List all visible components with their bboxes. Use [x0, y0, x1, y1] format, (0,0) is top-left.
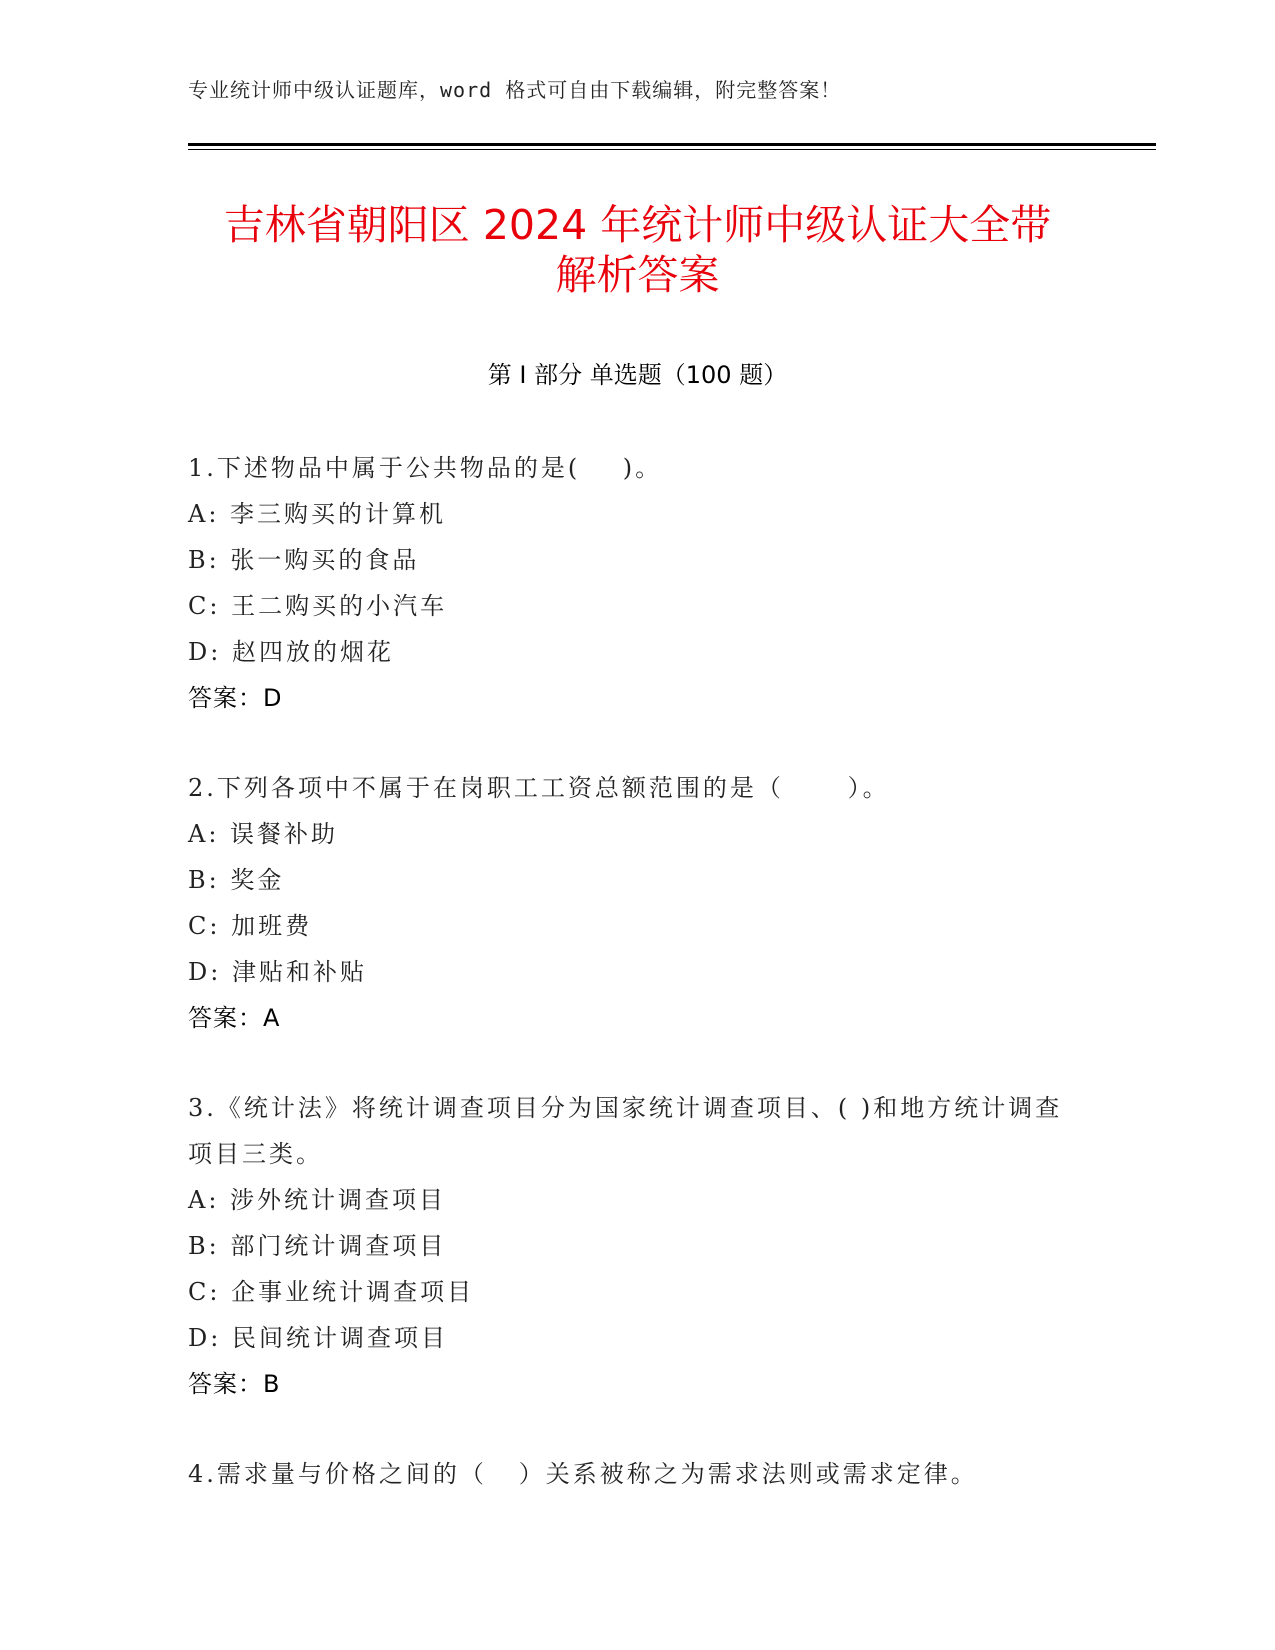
question-list	[188, 445, 1088, 1541]
question-4	[188, 1451, 1088, 1497]
option-d: D: 赵四放的烟花	[188, 638, 394, 666]
section-heading: 第 I 部分 单选题（100 题）	[487, 361, 788, 389]
answer: 答案：D	[188, 684, 283, 712]
answer: 答案：A	[188, 1004, 281, 1032]
question-2	[188, 765, 1088, 1041]
option-d: D: 民间统计调查项目	[188, 1324, 448, 1352]
option-a: A: 李三购买的计算机	[188, 500, 447, 528]
option-c: C: 王二购买的小汽车	[188, 592, 448, 620]
document-title	[150, 200, 1125, 300]
question-1	[188, 445, 1088, 721]
title-line-2: 解析答案	[555, 251, 720, 299]
option-a: A: 涉外统计调查项目	[188, 1186, 447, 1214]
question-stem: 2.下列各项中不属于在岗职工工资总额范围的是（ ）。	[188, 774, 890, 802]
option-b: B: 奖金	[188, 866, 285, 894]
question-stem: 1.下述物品中属于公共物品的是( )。	[188, 454, 663, 482]
option-b: B: 部门统计调查项目	[188, 1232, 447, 1260]
option-c: C: 加班费	[188, 912, 313, 940]
question-stem: 3.《统计法》将统计调查项目分为国家统计调查项目、( )和地方统计调查项目三类。	[188, 1094, 1063, 1168]
option-c: C: 企事业统计调查项目	[188, 1278, 475, 1306]
header-rule-thick	[188, 143, 1156, 146]
header-note: 专业统计师中级认证题库，word 格式可自由下载编辑，附完整答案！	[188, 78, 842, 102]
option-b: B: 张一购买的食品	[188, 546, 420, 574]
answer: 答案：B	[188, 1370, 281, 1398]
option-d: D: 津贴和补贴	[188, 958, 367, 986]
question-stem: 4.需求量与价格之间的（ ）关系被称之为需求法则或需求定律。	[188, 1460, 978, 1488]
title-line-1: 吉林省朝阳区 2024 年统计师中级认证大全带	[223, 201, 1052, 249]
header-rule-thin	[188, 149, 1156, 150]
option-a: A: 误餐补助	[188, 820, 339, 848]
question-3	[188, 1085, 1088, 1407]
